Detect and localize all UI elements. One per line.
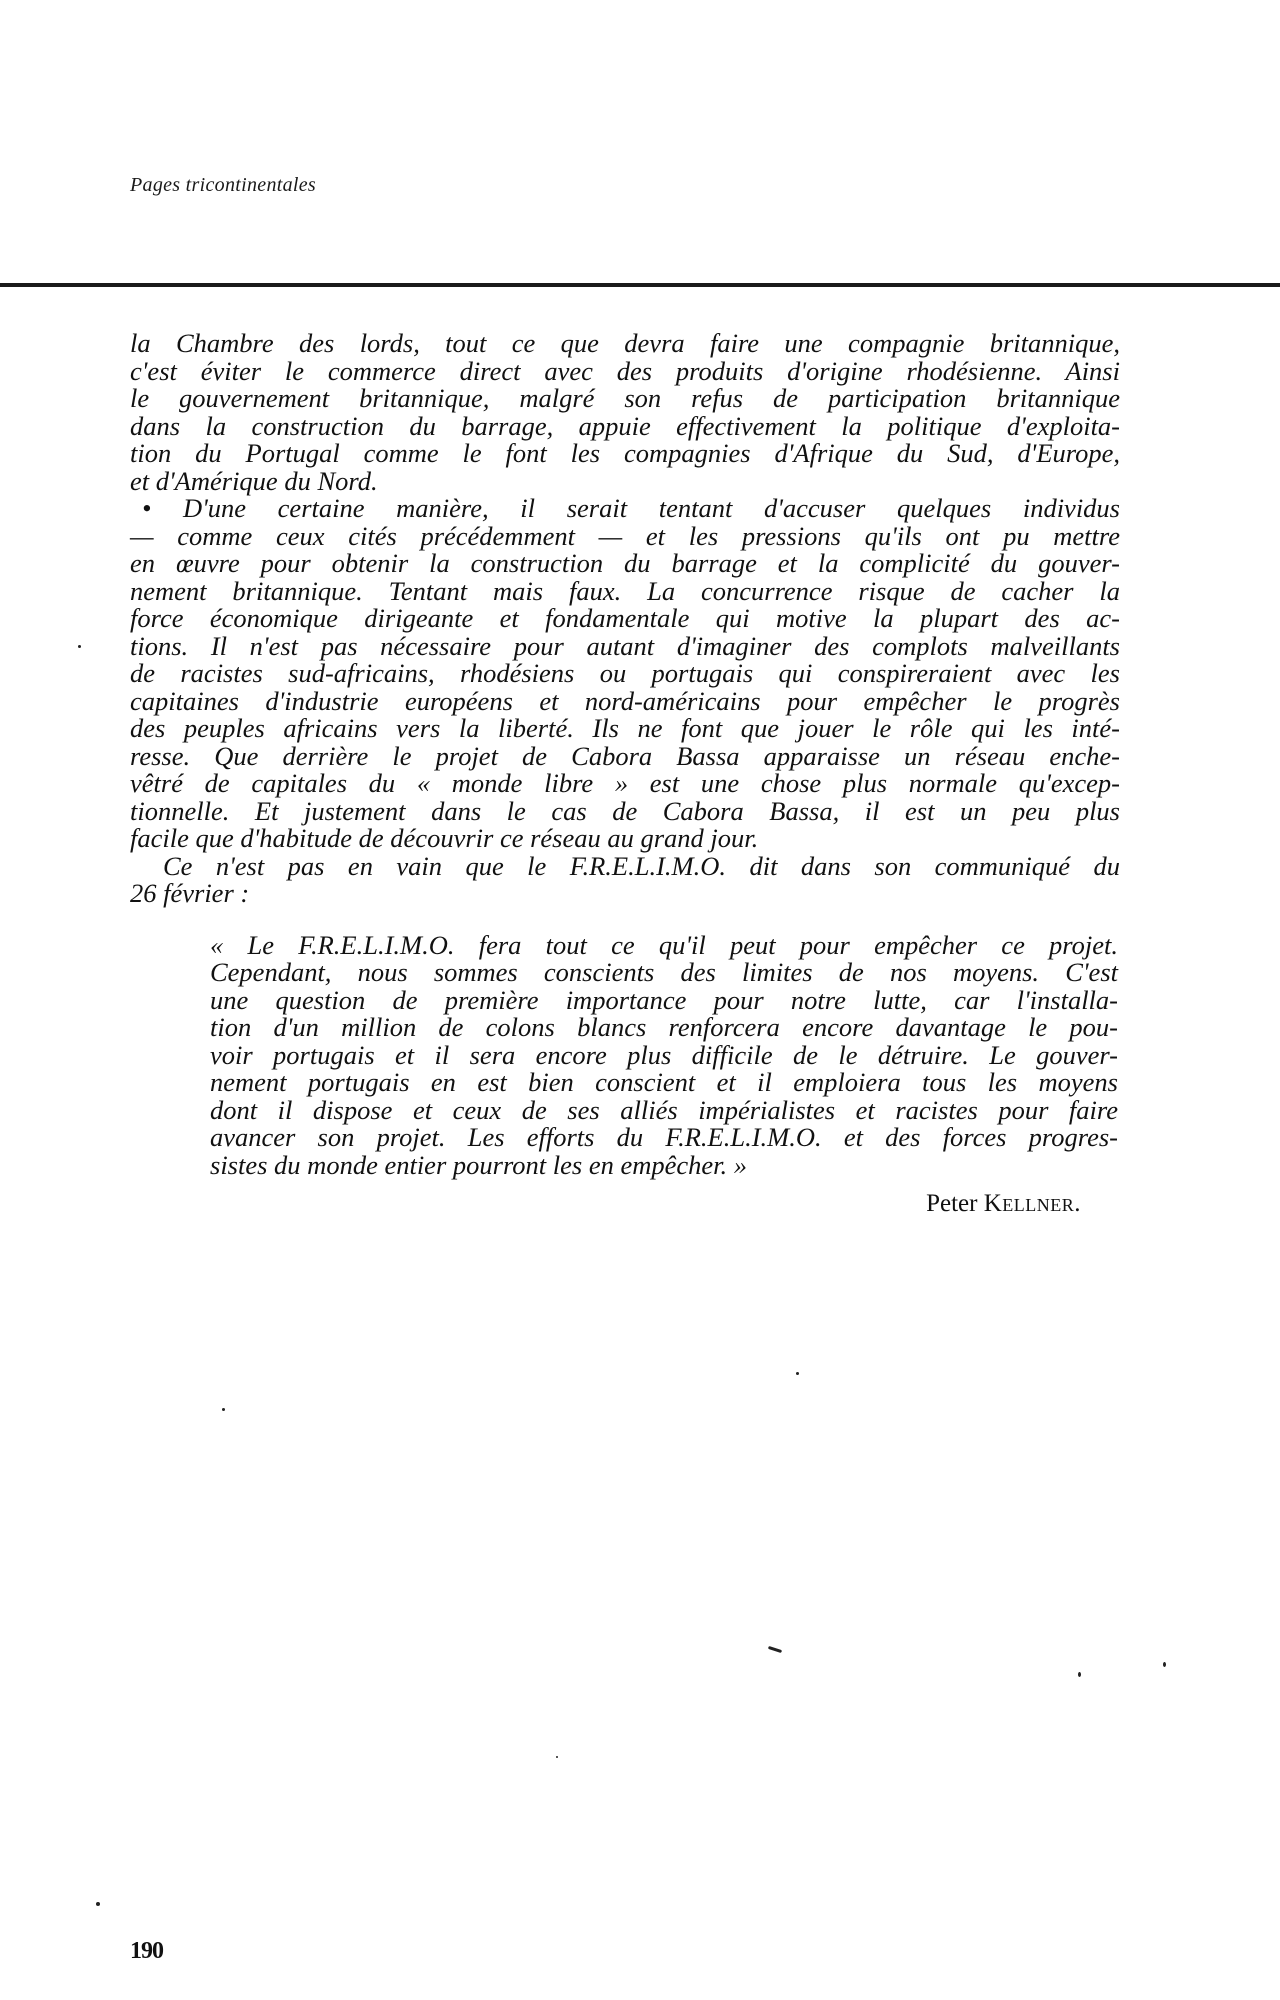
body-line: des peuples africains vers la liberté. Ils ne font que jouer le rôle qui les inté- — [130, 713, 1120, 743]
page-number: 190 — [130, 1938, 163, 1964]
quote-line: Cependant, nous sommes conscients des limites de nos moyens. C'est — [210, 957, 1118, 987]
quote-line: sistes du monde entier pourront les en empêcher. » — [210, 1149, 748, 1180]
article-body — [130, 330, 1120, 1179]
body-line: Ce n'est pas en vain que le F.R.E.L.I.M.O. dit dans son communiqué du — [163, 850, 1120, 881]
quote-line: dont il dispose et ceux de ses alliés impérialistes et racistes pour faire — [210, 1094, 1118, 1125]
body-line: tion du Portugal comme le font les compagnies d'Afrique du Sud, d'Europe, — [130, 438, 1120, 468]
body-line: en œuvre pour obtenir la construction du barrage et la complicité du gouver- — [130, 548, 1120, 578]
block-quote — [210, 929, 1118, 1180]
quote-line: nement portugais en est bien conscient et il emploiera tous les moyens — [210, 1067, 1118, 1097]
scan-speck — [796, 1372, 799, 1375]
author-signature — [926, 1190, 1081, 1218]
scan-speck — [556, 1756, 558, 1758]
body-line: le gouvernement britannique, malgré son refus de participation britannique — [130, 383, 1120, 413]
body-line: resse. Que derrière le projet de Cabora Bassa apparaisse un réseau enche- — [130, 740, 1120, 771]
body-line: 26 février : — [130, 878, 250, 908]
scan-speck — [78, 645, 81, 648]
running-head: Pages tricontinentales — [130, 174, 317, 196]
quote-line: une question de première importance pour notre lutte, car l'installa- — [210, 984, 1118, 1015]
quote-line: voir portugais et il sera encore plus difficile de le détruire. Le gouver- — [210, 1039, 1118, 1070]
author-last-name: Kellner. — [983, 1190, 1081, 1217]
body-line: nement britannique. Tentant mais faux. La concurrence risque de cacher la — [130, 575, 1120, 606]
body-line: dans la construction du barrage, appuie effectivement la politique d'exploita- — [130, 410, 1120, 441]
quote-line: avancer son projet. Les efforts du F.R.E.L.I.M.O. et des forces progres- — [210, 1122, 1118, 1152]
body-line: capitaines d'industrie européens et nord-américains pour empêcher le progrès — [130, 685, 1120, 716]
body-line: facile que d'habitude de découvrir ce réseau au grand jour. — [130, 823, 759, 853]
quote-line: « Le F.R.E.L.I.M.O. fera tout ce qu'il peut pour empêcher ce projet. — [210, 929, 1118, 960]
scan-speck — [222, 1408, 225, 1411]
body-line: vêtré de capitales du « monde libre » est une chose plus normale qu'excep- — [130, 768, 1120, 798]
body-line: tionnelle. Et justement dans le cas de Cabora Bassa, il est un peu plus — [130, 795, 1120, 826]
scan-speck — [768, 1646, 782, 1653]
quote-line: tion d'un million de colons blancs renforcera encore davantage le pou- — [210, 1012, 1118, 1042]
body-line: la Chambre des lords, tout ce que devra faire une compagnie britannique, — [130, 328, 1120, 358]
author-first-name: Peter — [926, 1190, 978, 1217]
scan-speck — [1078, 1672, 1081, 1677]
scan-speck — [1163, 1662, 1166, 1667]
body-line: c'est éviter le commerce direct avec des produits d'origine rhodésienne. Ainsi — [130, 355, 1120, 386]
body-line: — comme ceux cités précédemment — et les pressions qu'ils ont pu mettre — [130, 520, 1120, 551]
scan-speck — [96, 1902, 100, 1906]
body-line: force économique dirigeante et fondamentale qui motive la plupart des ac- — [130, 603, 1120, 633]
body-line: et d'Amérique du Nord. — [130, 465, 378, 496]
body-line: de racistes sud-africains, rhodésiens ou portugais qui conspireraient avec les — [130, 658, 1120, 688]
body-line: • D'une certaine manière, il serait tentant d'accuser quelques individus — [142, 493, 1120, 523]
body-line: tions. Il n'est pas nécessaire pour autant d'imaginer des complots malveillants — [130, 630, 1120, 661]
header-rule — [0, 283, 1280, 287]
